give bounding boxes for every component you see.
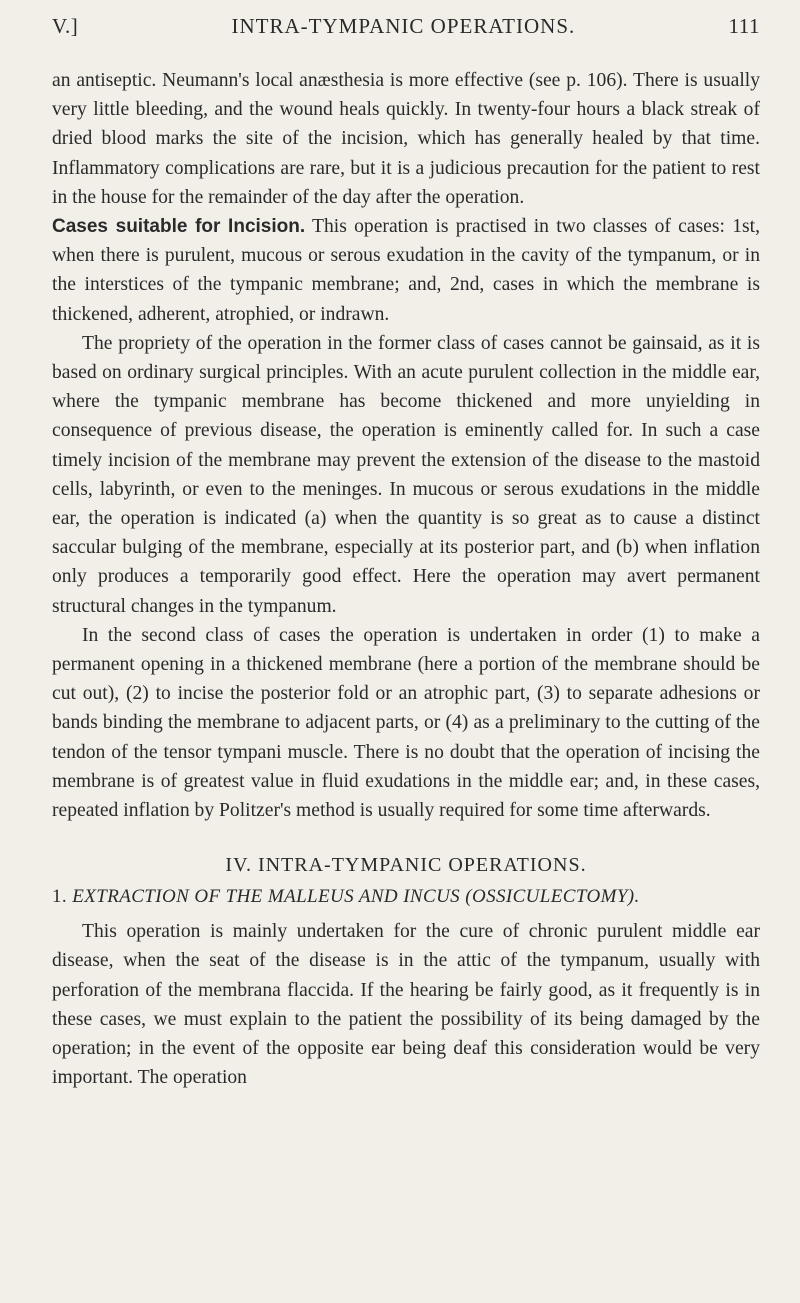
side-heading-cases-suitable: Cases suitable for Incision. bbox=[52, 216, 306, 238]
paragraph-antiseptic: an antiseptic. Neumann's local anæsthesia is more effective (see p. 106). There is usually very little bleeding, and the wound heals quickly. In twenty-four hours a black streak of dried blood marks the site of the incision, which has generally healed by that time. Inflammatory complications are rare, but it is a judicious precaution for the patient to rest in the house for the remainder of the day after the operation. bbox=[52, 70, 760, 208]
running-title: INTRA-TYMPANIC OPERATIONS. bbox=[231, 14, 576, 38]
subsection-number: 1. bbox=[52, 886, 68, 908]
paragraph-second-class: In the second class of cases the operation is undertaken in order (1) to make a permanent opening in a thickened membrane (here a portion of the membrane should be cut out), (2) to incise the posterior fold or an atrophic part, (3) to separate adhesions or bands binding the membrane to adjacent parts, or (4) as a preliminary to the cutting of the tendon of the tensor tympani muscle. There is no doubt that the operation of incising the membrane is of greatest value in fluid exudations in the middle ear; and, in these cases, repeated inflation by Politzer's method is usually required for some time afterwards. bbox=[52, 624, 760, 822]
subsection-heading bbox=[52, 882, 760, 911]
page-number: 111 bbox=[728, 14, 760, 38]
paragraph-former-class: The propriety of the operation in the former class of cases cannot be gainsaid, as it is based on ordinary surgical principles. With an acute purulent collection in the middle ear, where the tympanic membrane has become thickened and more unyielding in consequence of previous disease, the operation is eminently called for. In such a case timely incision of the membrane may prevent the extension of the disease to the mastoid cells, labyrinth, or even to the meninges. In mucous or serous exudations in the middle ear, the operation is indicated (a) when the quantity is so great as to cause a distinct saccular bulging of the membrane, especially at its posterior part, and (b) when inflation only produces a temporarily good effect. Here the operation may avert permanent structural changes in the tympanum. bbox=[52, 332, 760, 617]
paragraph-ossiculectomy: This operation is mainly undertaken for the cure of chronic purulent middle ear disease, when the seat of the disease is in the attic of the tympanum, usually with perforation of the membrana flaccida. If the hearing be fairly good, as it frequently is in these cases, we must explain to the patient the possibility of its being damaged by the operation; in the event of the opposite ear being deaf this consideration would be very important. The operation bbox=[52, 921, 760, 1089]
chapter-marker: V.] bbox=[52, 14, 79, 38]
running-header bbox=[52, 14, 760, 50]
subsection-title: EXTRACTION OF THE MALLEUS AND INCUS (OSSICULECTOMY). bbox=[72, 886, 640, 908]
section-heading: IV. INTRA-TYMPANIC OPERATIONS. bbox=[225, 854, 587, 877]
book-page bbox=[52, 14, 760, 1093]
paragraph-cases-suitable bbox=[52, 212, 760, 329]
paragraph-cases-suitable-body: This operation is practised in two classes of cases: 1st, when there is purulent, mucous or serous exudation in the cavity of the tympanum, or in the interstices of the tympanic membrane; and, 2nd, cases in which the membrane is thickened, adherent, atrophied, or indrawn. bbox=[52, 216, 760, 325]
